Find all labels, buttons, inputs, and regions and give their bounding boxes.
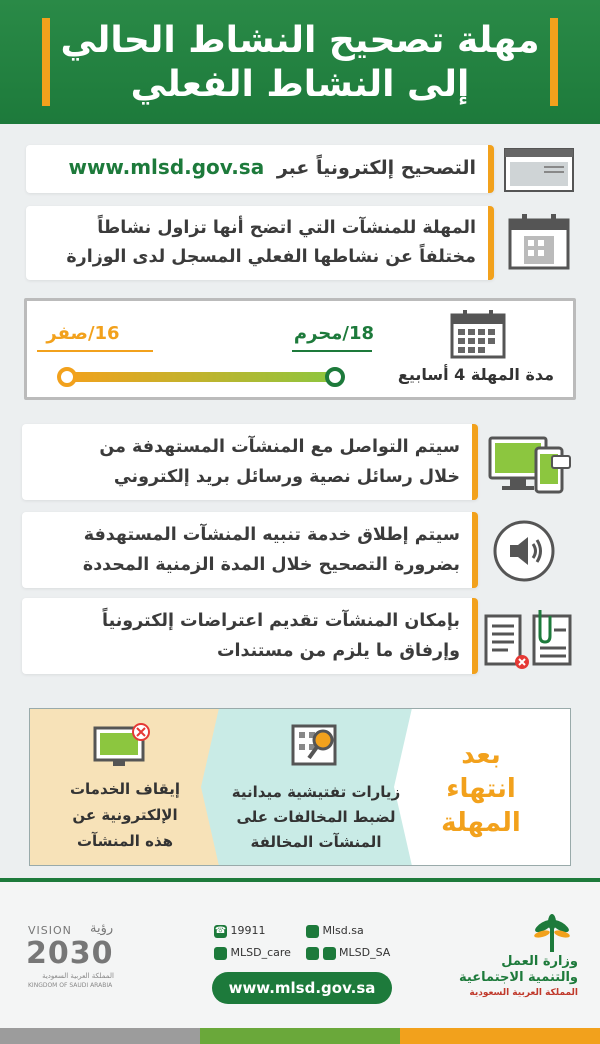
after-title (421, 738, 541, 840)
ministry-line-3: المملكة العربية السعودية (469, 988, 578, 998)
footer (0, 878, 600, 1044)
correction-card (26, 145, 494, 193)
after-title-line-3: المهلة (441, 808, 521, 838)
objection-line-2: وإرفاق ما يلزم من مستندات (216, 641, 460, 661)
vision-sub-ar: المملكة العربية السعودية (42, 972, 114, 980)
after-title-line-1: بعد (461, 740, 501, 770)
contact-notice-card (22, 424, 478, 500)
grace-line-2: مختلفاً عن نشاطها الفعلي المسجل لدى الوزارة (66, 247, 476, 267)
duration-label (383, 365, 569, 384)
title-line-1: مهلة تصحيح النشاط الحالي (60, 20, 540, 61)
end-marker (57, 367, 77, 387)
web-handle-text: Mlsd.sa (322, 924, 364, 937)
contact-line-1: سيتم التواصل مع المنشآت المستهدفة من (99, 437, 460, 457)
footer-stripe-orange (400, 1028, 600, 1044)
timeline-box (24, 298, 576, 400)
devices-icon (488, 434, 572, 500)
title-line-2: إلى النشاط الفعلي (130, 64, 470, 105)
duration-prefix: مدة المهلة (470, 365, 555, 384)
footer-top-line (0, 878, 600, 882)
footer-stripe-gray (0, 1028, 200, 1044)
start-marker (325, 367, 345, 387)
twitter-icon (214, 947, 227, 960)
care-handle-text: MLSD_care (230, 946, 291, 959)
ministry-palm-icon (532, 914, 572, 958)
inspect-line-2: لضبط المخالفات على (236, 808, 396, 826)
inspect-line-3: المنشآت المخالفة (250, 833, 382, 851)
objection-notice-card (22, 598, 478, 674)
ministry-line-1: وزارة العمل (501, 954, 578, 969)
ministry-line-2: والتنمية الاجتماعية (459, 970, 578, 985)
web-icon (306, 925, 319, 938)
grace-line-1: المهلة للمنشآت التي اتضح أنها تزاول نشاطاً (97, 218, 476, 238)
alert-line-2: بضرورة التصحيح خلال المدة الزمنية المحددة (82, 555, 460, 575)
correction-text: التصحيح إلكترونياً عبر (276, 157, 476, 179)
inspection-building-icon (287, 720, 347, 770)
alert-notice-card (22, 512, 478, 588)
stop-line-1: إيقاف الخدمات (69, 780, 181, 798)
disabled-monitor-icon (93, 722, 155, 774)
vision-2030-logo (24, 921, 154, 994)
calendar-icon (449, 309, 507, 363)
alert-line-1: سيتم إطلاق خدمة تنبيه المنشآت المستهدفة (83, 525, 460, 545)
after-period-section (29, 708, 571, 866)
phone-icon: ☎ (214, 925, 227, 936)
duration-value: 4 أسابيع (397, 365, 466, 384)
contact-social-handle[interactable] (306, 946, 390, 960)
accent-bar-left (42, 18, 50, 106)
contact-care-handle[interactable] (214, 946, 291, 960)
end-date-label: 16/صفر (46, 323, 120, 344)
correction-url-link[interactable]: www.mlsd.gov.sa (68, 155, 265, 179)
contact-phone[interactable] (214, 924, 266, 938)
speaker-icon (492, 519, 556, 587)
social-handle-text: MLSD_SA (339, 946, 391, 959)
footer-url-button[interactable]: www.mlsd.gov.sa (212, 972, 392, 1004)
accent-bar-right (550, 18, 558, 106)
footer-stripe-green (200, 1028, 400, 1044)
after-title-line-2: انتهاء (446, 774, 516, 804)
stop-services-text (37, 776, 213, 854)
objection-line-1: بإمكان المنشآت تقديم اعتراضات إلكترونياً (102, 611, 460, 631)
contact-line-2: خلال رسائل نصية ورسائل بريد إلكتروني (113, 467, 460, 487)
inspection-text (225, 780, 407, 855)
documents-icon (484, 606, 574, 674)
phone-number: 19911 (230, 924, 266, 937)
vision-en-label: VISION (28, 924, 72, 937)
vision-sub-en: KINGDOM OF SAUDI ARABIA (28, 982, 113, 989)
header-banner (0, 0, 600, 124)
start-date-label: 18/محرم (293, 323, 375, 344)
vision-ar-label: رؤية (90, 921, 114, 936)
grace-period-card (26, 206, 494, 280)
browser-icon (504, 148, 574, 196)
twitter-icon-2 (306, 947, 319, 960)
instagram-icon (323, 947, 336, 960)
stop-line-2: الإلكترونية عن (72, 806, 178, 824)
vision-year: 2030 (26, 936, 114, 971)
inspect-line-1: زيارات تفتيشية ميدانية (231, 783, 401, 801)
contact-web-handle[interactable] (306, 924, 364, 938)
ministry-name (430, 954, 578, 1000)
calendar-building-icon (508, 212, 570, 274)
stop-line-3: هذه المنشآت (76, 832, 174, 850)
